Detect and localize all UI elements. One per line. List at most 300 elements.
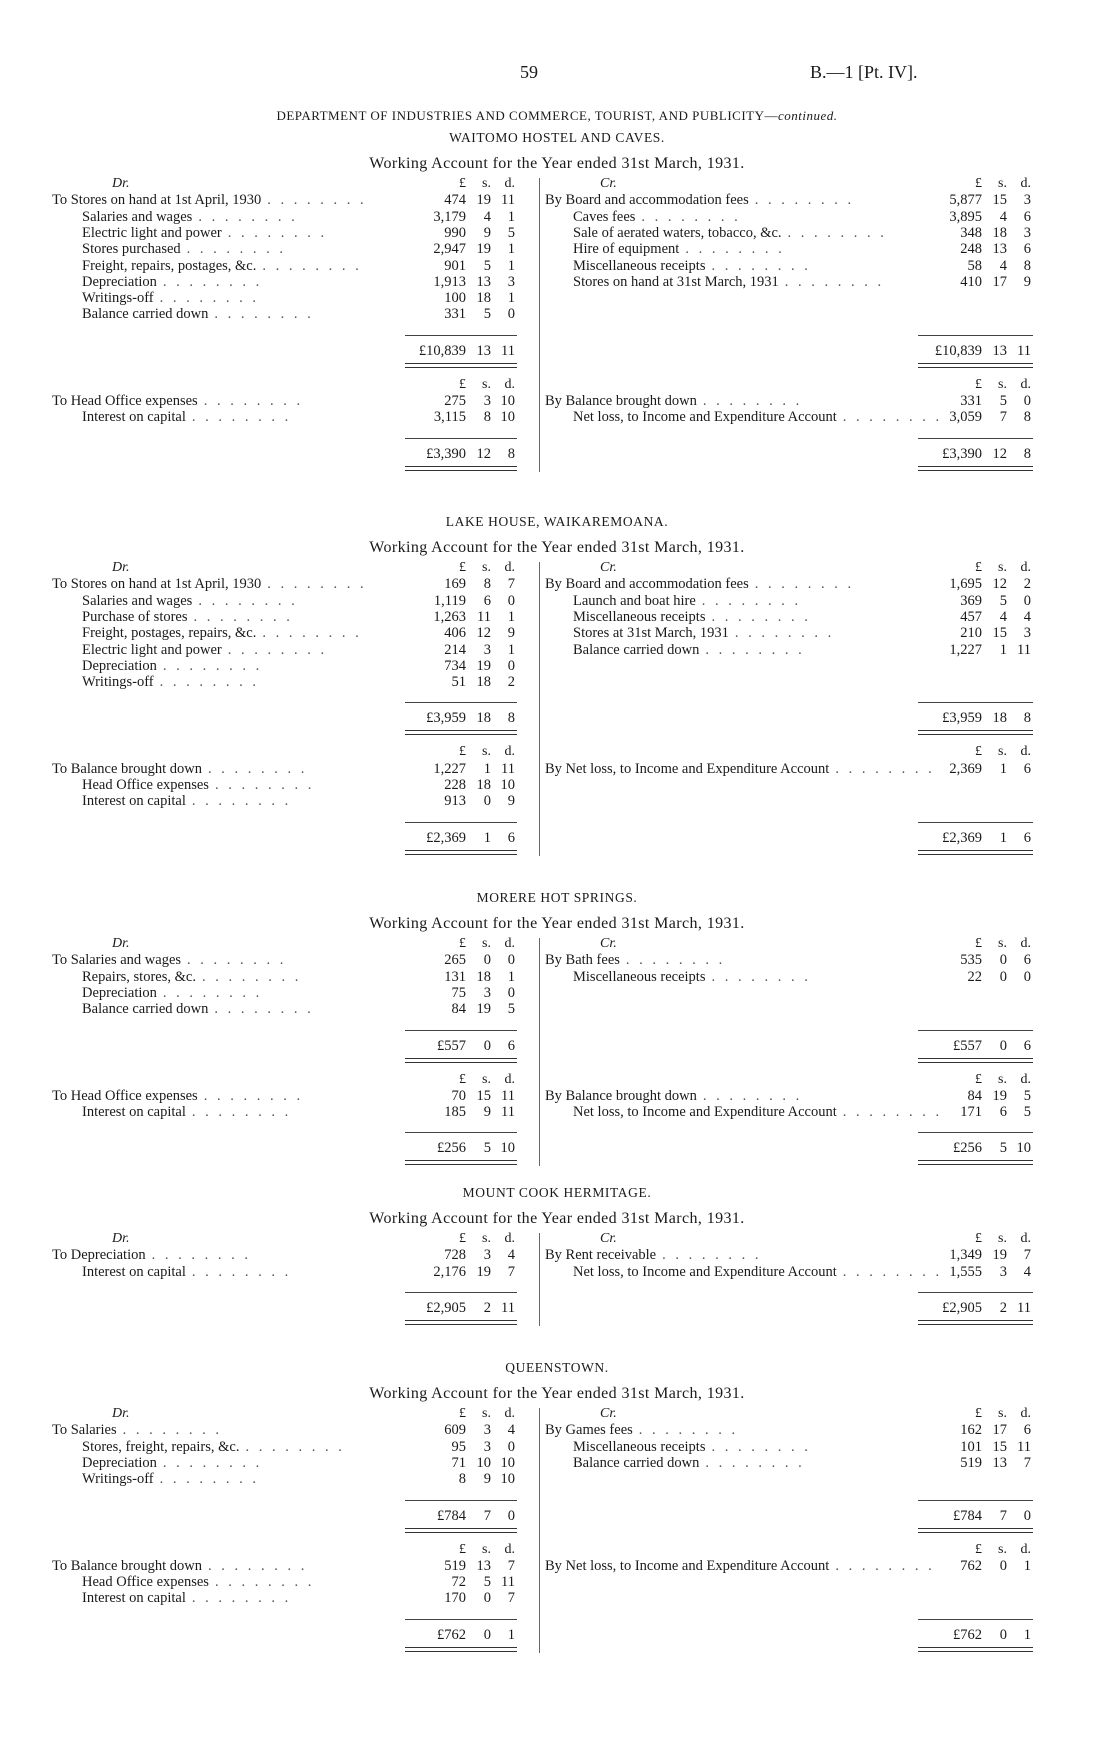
credit-amount-pounds: 3,059 bbox=[949, 409, 982, 426]
credit-line-label bbox=[545, 1557, 935, 1574]
credit-amount-shillings: 15 bbox=[992, 192, 1007, 209]
debit-amount-pounds: 95 bbox=[451, 1438, 466, 1455]
debit-line-label bbox=[82, 658, 412, 674]
debit-line-text: Salaries and wages bbox=[82, 208, 193, 225]
debit-amount-shillings: 19 bbox=[476, 1263, 491, 1280]
debit-line-label bbox=[52, 952, 412, 968]
working-account bbox=[0, 1231, 1114, 1332]
credit-amount-pounds: 410 bbox=[960, 273, 982, 290]
debit-amount-pounds: 2,947 bbox=[433, 241, 466, 258]
leader-dots: . . . . . . . . bbox=[702, 1087, 803, 1104]
debit-amount-pounds: 265 bbox=[444, 952, 466, 969]
debit-line-text: Writings-off bbox=[82, 674, 154, 691]
credit-amount-shillings: 7 bbox=[999, 1507, 1007, 1524]
debit-amount-pounds: £2,905 bbox=[426, 1299, 466, 1316]
credit-total-rule bbox=[918, 1030, 1033, 1031]
leader-dots: . . . . . . . . bbox=[754, 576, 855, 593]
debit-amount-pence: 0 bbox=[507, 657, 515, 674]
leader-dots: . . . . . . . . bbox=[711, 968, 811, 985]
debit-amount-shillings: 19 bbox=[476, 657, 491, 674]
credit-line-text: Miscellaneous receipts bbox=[573, 608, 706, 625]
credit-unit-header-shillings: s. bbox=[998, 936, 1007, 951]
debit-amount-pounds: £3,390 bbox=[426, 445, 466, 462]
leader-dots: . . . . . . . . bbox=[214, 306, 314, 323]
credit-unit-header-pence: d. bbox=[1020, 1541, 1031, 1557]
leader-dots: . . . . . . . . bbox=[162, 984, 263, 1001]
debit-unit-header-pence: d. bbox=[504, 744, 515, 760]
leader-dots: . . . . . . . . bbox=[705, 1454, 805, 1471]
credit-total-rule bbox=[918, 1619, 1033, 1620]
debit-amount-pounds: 185 bbox=[444, 1104, 466, 1121]
debit-amount-pence: 7 bbox=[507, 1590, 515, 1607]
leader-dots: . . . . . . . . bbox=[641, 208, 741, 225]
debit-amount-pence: 1 bbox=[507, 241, 515, 258]
debit-line-label bbox=[52, 1422, 412, 1438]
credit-amount-pounds: 2,369 bbox=[949, 760, 982, 777]
debit-amount-pence: 5 bbox=[507, 224, 515, 241]
debit-line-text: Interest on capital bbox=[82, 1590, 186, 1607]
credit-amount-pence: 5 bbox=[1023, 1087, 1031, 1104]
leader-dots: . . . . . . . . bbox=[151, 1247, 251, 1264]
leader-dots: . . . . . . . . bbox=[267, 576, 367, 593]
debit-line-text: Purchase of stores bbox=[82, 608, 188, 625]
leader-dots: . . . . . . . . bbox=[711, 1438, 811, 1455]
credit-unit-header-pound: £ bbox=[975, 1071, 982, 1087]
debit-line-text: Freight, repairs, postages, &c. bbox=[82, 257, 257, 274]
leader-dots: . . . . . . . . bbox=[842, 1263, 943, 1280]
debit-unit-header-pence: d. bbox=[504, 376, 515, 392]
page-number: 59 bbox=[520, 62, 538, 82]
debit-amount-pounds: £3,959 bbox=[426, 710, 466, 727]
account-section bbox=[0, 128, 1114, 478]
debit-amount-pounds: 71 bbox=[451, 1454, 466, 1471]
debit-amount-pence: 8 bbox=[507, 710, 515, 727]
debit-amount-pounds: 474 bbox=[444, 192, 466, 209]
debit-amount-shillings: 13 bbox=[476, 1557, 491, 1574]
debit-amount-shillings: 18 bbox=[476, 710, 491, 727]
credit-amount-pounds: 457 bbox=[960, 608, 982, 625]
credit-amount-pence: 11 bbox=[1017, 641, 1031, 658]
leader-dots: . . . . . . . . bbox=[191, 1590, 292, 1607]
leader-dots: . . . . . . . . bbox=[835, 760, 935, 777]
debit-amount-shillings: 13 bbox=[476, 342, 491, 359]
credit-line-text: Miscellaneous receipts bbox=[573, 968, 706, 985]
credit-amount-pence: 6 bbox=[1023, 241, 1031, 258]
debit-line-text: Salaries and wages bbox=[82, 592, 193, 609]
leader-dots: . . . . . . . . bbox=[262, 625, 362, 642]
credit-amount-shillings: 3 bbox=[999, 1263, 1007, 1280]
credit-amount-shillings: 2 bbox=[999, 1299, 1007, 1316]
debit-amount-pounds: £10,839 bbox=[418, 342, 466, 359]
debit-unit-header-shillings: s. bbox=[482, 376, 491, 392]
debit-amount-shillings: 4 bbox=[483, 208, 491, 225]
leader-dots: . . . . . . . . bbox=[198, 208, 298, 225]
credit-amount-shillings: 1 bbox=[999, 760, 1007, 777]
credit-amount-pence: 0 bbox=[1023, 1507, 1031, 1524]
debit-total-rule bbox=[405, 822, 517, 823]
credit-line-label bbox=[573, 274, 915, 290]
debit-amount-shillings: 19 bbox=[476, 192, 491, 209]
credit-amount-pence: 6 bbox=[1023, 208, 1031, 225]
debit-line-text: Balance carried down bbox=[82, 306, 209, 323]
debit-amount-pence: 0 bbox=[507, 592, 515, 609]
debit-amount-pounds: 84 bbox=[451, 1001, 466, 1018]
debit-line-label bbox=[82, 1590, 412, 1606]
credit-amount-shillings: 1 bbox=[999, 829, 1007, 846]
debit-total-double-rule bbox=[405, 363, 517, 368]
leader-dots: . . . . . . . . bbox=[625, 952, 726, 969]
debit-total-rule bbox=[405, 702, 517, 703]
leader-dots: . . . . . . . . bbox=[702, 393, 803, 409]
debit-unit-header-pound: £ bbox=[459, 1231, 466, 1246]
credit-unit-header-shillings: s. bbox=[998, 176, 1007, 191]
credit-amount-pence: 1 bbox=[1023, 1557, 1031, 1574]
dr-label: Dr. bbox=[112, 1231, 130, 1246]
leader-dots: . . . . . . . . bbox=[162, 657, 263, 674]
debit-line-text: Freight, postages, repairs, &c. bbox=[82, 625, 257, 642]
debit-line-label bbox=[82, 985, 412, 1001]
credit-amount-shillings: 5 bbox=[999, 393, 1007, 409]
credit-amount-pence: 6 bbox=[1023, 952, 1031, 969]
credit-total-double-rule bbox=[918, 1528, 1033, 1533]
debit-unit-header-pound: £ bbox=[459, 176, 466, 191]
debit-amount-pence: 0 bbox=[507, 984, 515, 1001]
credit-amount-pence: 6 bbox=[1023, 829, 1031, 846]
debit-line-text: To Head Office expenses bbox=[52, 393, 198, 409]
debit-unit-header-pound: £ bbox=[459, 1406, 466, 1421]
credit-total-double-rule bbox=[918, 1058, 1033, 1063]
credit-total-pounds: £256 bbox=[953, 1140, 982, 1157]
debit-amount-shillings: 15 bbox=[476, 1087, 491, 1104]
debit-line-text: Writings-off bbox=[82, 290, 154, 307]
credit-total-double-rule bbox=[918, 466, 1033, 471]
leader-dots: . . . . . . . . bbox=[162, 1454, 263, 1471]
debit-amount-pounds: 8 bbox=[458, 1471, 466, 1488]
debit-amount-pounds: 901 bbox=[444, 257, 466, 274]
leader-dots: . . . . . . . . bbox=[711, 257, 811, 274]
leader-dots: . . . . . . . . bbox=[187, 952, 287, 969]
section-title: QUEENSTOWN. bbox=[505, 1360, 609, 1375]
credit-amount-shillings: 1 bbox=[999, 641, 1007, 658]
credit-amount-pence: 8 bbox=[1023, 710, 1031, 727]
credit-amount-shillings: 12 bbox=[992, 445, 1007, 462]
leader-dots: . . . . . . . . bbox=[662, 1247, 762, 1264]
debit-line-text: Stores purchased bbox=[82, 241, 181, 258]
credit-amount-pounds: 762 bbox=[960, 1557, 982, 1574]
credit-amount-shillings: 15 bbox=[992, 1438, 1007, 1455]
credit-line-label bbox=[573, 1455, 915, 1471]
debit-amount-pence: 2 bbox=[507, 674, 515, 691]
debit-amount-shillings: 3 bbox=[483, 1247, 491, 1264]
credit-total-pounds: £10,839 bbox=[934, 342, 982, 359]
leader-dots: . . . . . . . . bbox=[191, 793, 292, 810]
debit-line-label bbox=[52, 393, 412, 409]
debit-line-text: Repairs, stores, &c. bbox=[82, 968, 196, 985]
debit-amount-pounds: 100 bbox=[444, 290, 466, 307]
debit-amount-pence: 1 bbox=[507, 968, 515, 985]
debit-amount-pence: 7 bbox=[507, 576, 515, 593]
credit-unit-header-pound: £ bbox=[975, 936, 982, 951]
section-title: MORERE HOT SPRINGS. bbox=[476, 890, 638, 905]
debit-amount-shillings: 13 bbox=[476, 273, 491, 290]
account-section bbox=[0, 1183, 1114, 1332]
credit-total-pounds: £3,390 bbox=[942, 445, 982, 462]
credit-unit-header-pound: £ bbox=[975, 1406, 982, 1421]
debit-amount-shillings: 0 bbox=[483, 793, 491, 810]
debit-amount-pence: 4 bbox=[507, 1247, 515, 1264]
debit-unit-header-shillings: s. bbox=[482, 560, 491, 575]
leader-dots: . . . . . . . . bbox=[214, 1001, 314, 1018]
leader-dots: . . . . . . . . bbox=[784, 273, 885, 290]
credit-amount-pence: 11 bbox=[1017, 1438, 1031, 1455]
debit-amount-shillings: 19 bbox=[476, 1001, 491, 1018]
credit-total-double-rule bbox=[918, 1320, 1033, 1325]
debit-amount-pence: 8 bbox=[507, 445, 515, 462]
leader-dots: . . . . . . . . bbox=[245, 1438, 345, 1455]
debit-amount-shillings: 3 bbox=[483, 641, 491, 658]
debit-line-text: Depreciation bbox=[82, 984, 157, 1001]
credit-amount-pence: 3 bbox=[1023, 625, 1031, 642]
leader-dots: . . . . . . . . bbox=[191, 1104, 292, 1121]
debit-unit-header-pound: £ bbox=[459, 560, 466, 575]
debit-line-text: Interest on capital bbox=[82, 1263, 186, 1280]
credit-amount-pence: 11 bbox=[1017, 342, 1031, 359]
credit-line-label bbox=[573, 1439, 915, 1455]
credit-unit-header-shillings: s. bbox=[998, 1231, 1007, 1246]
leader-dots: . . . . . . . . bbox=[214, 1574, 315, 1591]
debit-line-text: Depreciation bbox=[82, 1454, 157, 1471]
credit-amount-pence: 8 bbox=[1023, 445, 1031, 462]
debit-amount-pounds: 734 bbox=[444, 657, 466, 674]
credit-total-double-rule bbox=[918, 1160, 1033, 1165]
credit-total-double-rule bbox=[918, 1647, 1033, 1652]
credit-amount-shillings: 0 bbox=[999, 952, 1007, 969]
credit-line-label bbox=[545, 576, 915, 592]
debit-amount-shillings: 5 bbox=[483, 1574, 491, 1591]
leader-dots: . . . . . . . . bbox=[227, 641, 328, 658]
leader-dots: . . . . . . . . bbox=[701, 592, 802, 609]
debit-amount-pounds: 2,176 bbox=[433, 1263, 466, 1280]
credit-amount-pounds: 1,349 bbox=[949, 1247, 982, 1264]
leader-dots: . . . . . . . . bbox=[685, 241, 785, 258]
debit-amount-shillings: 3 bbox=[483, 984, 491, 1001]
credit-line-text: By Balance brought down bbox=[545, 1087, 697, 1104]
credit-amount-pounds: 369 bbox=[960, 592, 982, 609]
debit-line-text: Interest on capital bbox=[82, 409, 186, 426]
leader-dots: . . . . . . . . bbox=[214, 777, 315, 793]
cr-label: Cr. bbox=[600, 176, 617, 191]
credit-amount-pounds: 162 bbox=[960, 1422, 982, 1439]
debit-amount-pounds: 170 bbox=[444, 1590, 466, 1607]
credit-amount-pence: 4 bbox=[1023, 1263, 1031, 1280]
credit-amount-shillings: 4 bbox=[999, 208, 1007, 225]
column-divider bbox=[539, 938, 540, 1166]
debit-amount-pence: 5 bbox=[507, 1001, 515, 1018]
credit-total-rule bbox=[918, 702, 1033, 703]
leader-dots: . . . . . . . . bbox=[159, 290, 260, 307]
debit-amount-pence: 10 bbox=[500, 1140, 515, 1157]
debit-amount-shillings: 6 bbox=[483, 592, 491, 609]
debit-line-label bbox=[82, 674, 412, 690]
leader-dots: . . . . . . . . bbox=[638, 1422, 739, 1439]
credit-amount-shillings: 17 bbox=[992, 273, 1007, 290]
credit-line-text: Miscellaneous receipts bbox=[573, 257, 706, 274]
credit-total-pounds: £3,959 bbox=[942, 710, 982, 727]
credit-total-double-rule bbox=[918, 850, 1033, 855]
credit-amount-pence: 6 bbox=[1023, 760, 1031, 777]
credit-amount-pounds: 519 bbox=[960, 1454, 982, 1471]
debit-amount-shillings: 2 bbox=[483, 1299, 491, 1316]
credit-line-label bbox=[573, 609, 915, 625]
debit-total-double-rule bbox=[405, 1320, 517, 1325]
debit-amount-shillings: 12 bbox=[476, 445, 491, 462]
section-subtitle: Working Account for the Year ended 31st March, 1931. bbox=[369, 1210, 745, 1227]
account-section bbox=[0, 512, 1114, 862]
debit-line-label bbox=[82, 1455, 412, 1471]
debit-line-label bbox=[52, 1247, 412, 1263]
debit-amount-pence: 1 bbox=[507, 208, 515, 225]
leader-dots: . . . . . . . . bbox=[711, 608, 811, 625]
debit-unit-header-shillings: s. bbox=[482, 1406, 491, 1421]
working-account bbox=[0, 560, 1114, 862]
credit-line-label bbox=[573, 969, 915, 985]
credit-line-text: Launch and boat hire bbox=[573, 592, 696, 609]
debit-amount-pence: 3 bbox=[507, 273, 515, 290]
credit-amount-shillings: 6 bbox=[999, 1104, 1007, 1121]
leader-dots: . . . . . . . . bbox=[122, 1422, 222, 1439]
debit-amount-shillings: 7 bbox=[483, 1507, 491, 1524]
debit-total-double-rule bbox=[405, 1058, 517, 1063]
credit-unit-header-pence: d. bbox=[1020, 176, 1031, 191]
debit-unit-header-pound: £ bbox=[459, 376, 466, 392]
debit-amount-pence: 4 bbox=[507, 1422, 515, 1439]
debit-line-label bbox=[82, 306, 412, 322]
credit-amount-pounds: 5,877 bbox=[949, 192, 982, 209]
credit-amount-pence: 8 bbox=[1023, 257, 1031, 274]
column-divider bbox=[539, 178, 540, 472]
leader-dots: . . . . . . . . bbox=[191, 1263, 292, 1280]
credit-amount-pence: 7 bbox=[1023, 1247, 1031, 1264]
credit-total-rule bbox=[918, 1292, 1033, 1293]
department-title: DEPARTMENT OF INDUSTRIES AND COMMERCE, TOURIST, AND PUBLICITY— bbox=[276, 108, 778, 123]
credit-amount-pounds: 84 bbox=[967, 1087, 982, 1104]
debit-amount-shillings: 12 bbox=[476, 625, 491, 642]
debit-total-double-rule bbox=[405, 730, 517, 735]
credit-amount-shillings: 15 bbox=[992, 625, 1007, 642]
debit-line-label bbox=[82, 1104, 412, 1120]
debit-amount-pounds: 3,115 bbox=[433, 409, 466, 426]
debit-amount-shillings: 3 bbox=[483, 393, 491, 409]
debit-line-label bbox=[82, 969, 412, 985]
credit-amount-pence: 7 bbox=[1023, 1454, 1031, 1471]
debit-amount-pence: 9 bbox=[507, 793, 515, 810]
credit-total-double-rule bbox=[918, 730, 1033, 735]
debit-unit-header-shillings: s. bbox=[482, 1231, 491, 1246]
debit-unit-header-pound: £ bbox=[459, 936, 466, 951]
leader-dots: . . . . . . . . bbox=[203, 393, 304, 409]
debit-line-label bbox=[82, 593, 412, 609]
debit-line-label bbox=[52, 1558, 412, 1574]
debit-line-label bbox=[82, 642, 412, 658]
credit-line-text: By Rent receivable bbox=[545, 1247, 657, 1264]
debit-amount-pounds: 728 bbox=[444, 1247, 466, 1264]
debit-unit-header-pence: d. bbox=[504, 1071, 515, 1087]
debit-amount-pence: 11 bbox=[501, 342, 515, 359]
credit-amount-pounds: 248 bbox=[960, 241, 982, 258]
debit-amount-pounds: 1,913 bbox=[433, 273, 466, 290]
debit-line-text: Depreciation bbox=[82, 273, 157, 290]
credit-amount-shillings: 18 bbox=[992, 710, 1007, 727]
debit-line-text: To Stores on hand at 1st April, 1930 bbox=[52, 192, 262, 209]
credit-line-text: By Net loss, to Income and Expenditure Account bbox=[545, 760, 830, 777]
debit-unit-header-pence: d. bbox=[504, 936, 515, 951]
credit-line-text: Miscellaneous receipts bbox=[573, 1438, 706, 1455]
debit-amount-shillings: 10 bbox=[476, 1454, 491, 1471]
debit-amount-pounds: £784 bbox=[437, 1507, 466, 1524]
credit-amount-pence: 5 bbox=[1023, 1104, 1031, 1121]
credit-unit-header-shillings: s. bbox=[998, 1541, 1007, 1557]
debit-amount-pounds: £557 bbox=[437, 1037, 466, 1054]
debit-amount-pounds: 228 bbox=[444, 777, 466, 793]
credit-line-label bbox=[573, 642, 915, 658]
debit-total-rule bbox=[405, 438, 517, 439]
debit-amount-shillings: 3 bbox=[483, 1438, 491, 1455]
debit-unit-header-shillings: s. bbox=[482, 176, 491, 191]
debit-total-rule bbox=[405, 1132, 517, 1133]
credit-line-text: Hire of equipment bbox=[573, 241, 680, 258]
credit-amount-pence: 4 bbox=[1023, 608, 1031, 625]
debit-amount-shillings: 1 bbox=[483, 829, 491, 846]
debit-unit-header-pound: £ bbox=[459, 744, 466, 760]
debit-unit-header-shillings: s. bbox=[482, 1071, 491, 1087]
debit-amount-pence: 7 bbox=[507, 1557, 515, 1574]
document-reference: B.—1 [Pt. IV]. bbox=[810, 62, 918, 82]
debit-amount-pounds: 406 bbox=[444, 625, 466, 642]
credit-amount-shillings: 5 bbox=[999, 592, 1007, 609]
column-divider bbox=[539, 562, 540, 856]
credit-amount-pounds: 1,695 bbox=[949, 576, 982, 593]
debit-amount-shillings: 0 bbox=[483, 1590, 491, 1607]
debit-amount-pounds: 913 bbox=[444, 793, 466, 810]
credit-unit-header-pence: d. bbox=[1020, 560, 1031, 575]
credit-amount-pounds: 58 bbox=[967, 257, 982, 274]
debit-amount-pounds: 214 bbox=[444, 641, 466, 658]
leader-dots: . . . . . . . . bbox=[835, 1557, 935, 1574]
credit-unit-header-pence: d. bbox=[1020, 1406, 1031, 1421]
debit-line-text: Electric light and power bbox=[82, 641, 222, 658]
credit-line-label bbox=[573, 225, 915, 241]
debit-amount-shillings: 9 bbox=[483, 1471, 491, 1488]
debit-amount-pounds: 609 bbox=[444, 1422, 466, 1439]
credit-amount-pounds: 22 bbox=[967, 968, 982, 985]
credit-amount-shillings: 13 bbox=[992, 241, 1007, 258]
credit-line-label bbox=[545, 1247, 915, 1263]
dr-label: Dr. bbox=[112, 936, 130, 951]
leader-dots: . . . . . . . . bbox=[193, 608, 293, 625]
credit-line-text: Stores on hand at 31st March, 1931 bbox=[573, 273, 779, 290]
credit-unit-header-pound: £ bbox=[975, 744, 982, 760]
debit-total-rule bbox=[405, 1500, 517, 1501]
debit-total-rule bbox=[405, 335, 517, 336]
debit-line-label bbox=[82, 1471, 412, 1487]
debit-line-text: Electric light and power bbox=[82, 224, 222, 241]
credit-line-text: Balance carried down bbox=[573, 641, 700, 658]
debit-amount-pence: 0 bbox=[507, 952, 515, 969]
debit-amount-pence: 10 bbox=[500, 393, 515, 409]
debit-amount-pence: 0 bbox=[507, 1507, 515, 1524]
debit-unit-header-pound: £ bbox=[459, 1541, 466, 1557]
leader-dots: . . . . . . . . bbox=[198, 592, 298, 609]
